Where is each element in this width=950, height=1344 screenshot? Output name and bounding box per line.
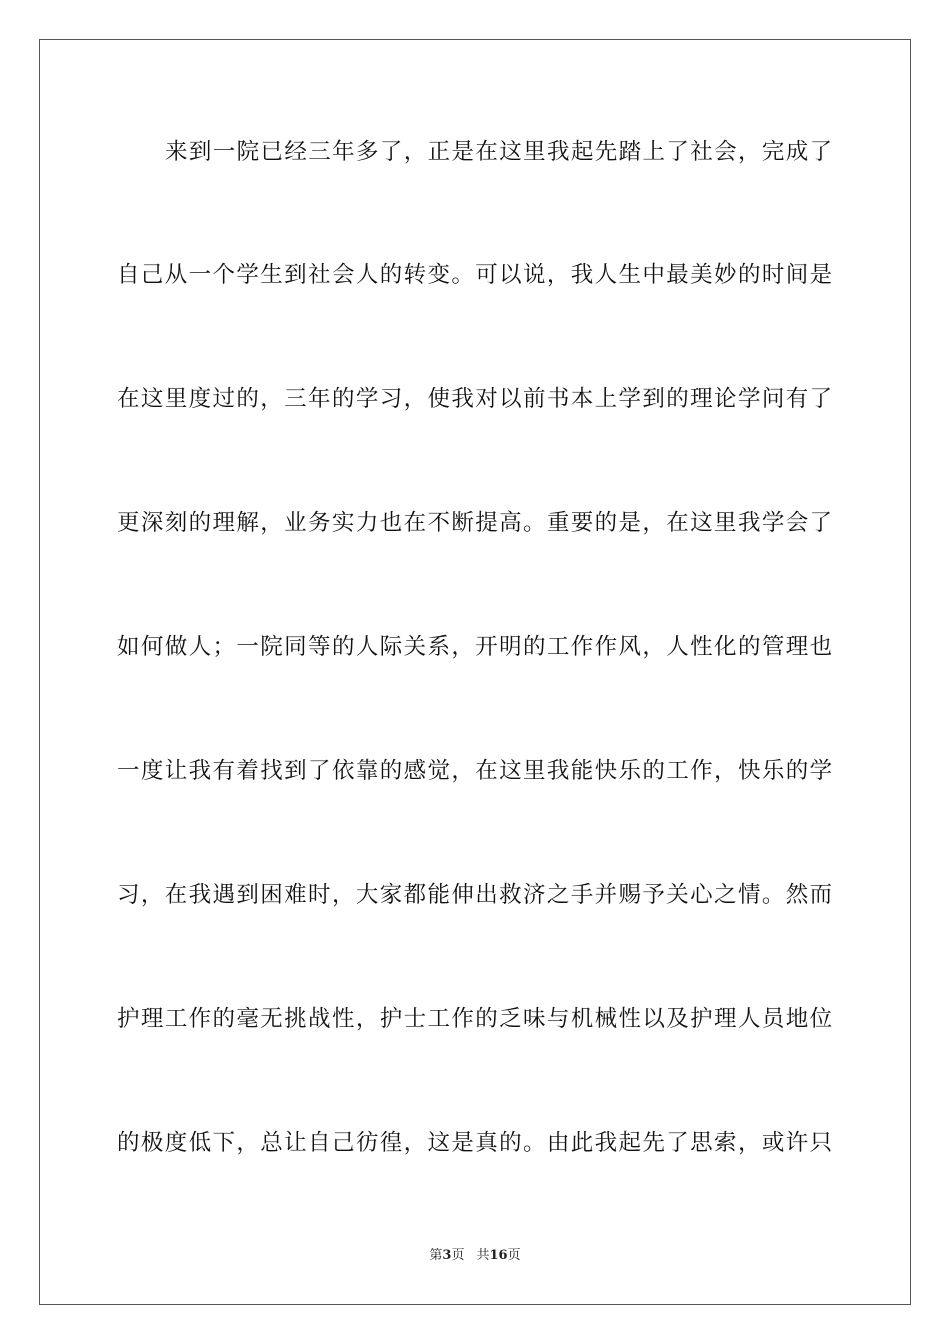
total-pages: 16 xyxy=(489,1248,508,1263)
paragraph-line-9: 的极度低下，总让自己彷徨，这是真的。由此我起先了思索，或许只 xyxy=(117,1130,833,1156)
paragraph-line-5: 如何做人；一院同等的人际关系，开明的工作作风，人性化的管理也 xyxy=(117,634,833,660)
paragraph-line-7: 习，在我遇到困难时，大家都能伸出救济之手并赐予关心之情。然而 xyxy=(117,882,833,908)
page-prefix: 第 xyxy=(429,1248,443,1263)
paragraph-line-1: 来到一院已经三年多了，正是在这里我起先踏上了社会，完成了 xyxy=(165,139,833,165)
paragraph-line-6: 一度让我有着找到了依靠的感觉，在这里我能快乐的工作，快乐的学 xyxy=(117,758,833,784)
page-number: 3 xyxy=(442,1248,452,1263)
total-suffix: 页 xyxy=(507,1248,521,1263)
paragraph-line-3: 在这里度过的，三年的学习，使我对以前书本上学到的理论学问有了 xyxy=(117,386,833,412)
paragraph-line-8: 护理工作的毫无挑战性，护士工作的乏味与机械性以及护理人员地位 xyxy=(117,1006,833,1032)
page-footer xyxy=(0,1246,950,1266)
page-suffix: 页 xyxy=(451,1248,465,1263)
page-border xyxy=(39,39,911,1305)
paragraph-line-2: 自己从一个学生到社会人的转变。可以说，我人生中最美妙的时间是 xyxy=(117,262,833,288)
total-prefix: 共 xyxy=(476,1248,490,1263)
paragraph-line-4: 更深刻的理解，业务实力也在不断提高。重要的是，在这里我学会了 xyxy=(117,510,833,536)
